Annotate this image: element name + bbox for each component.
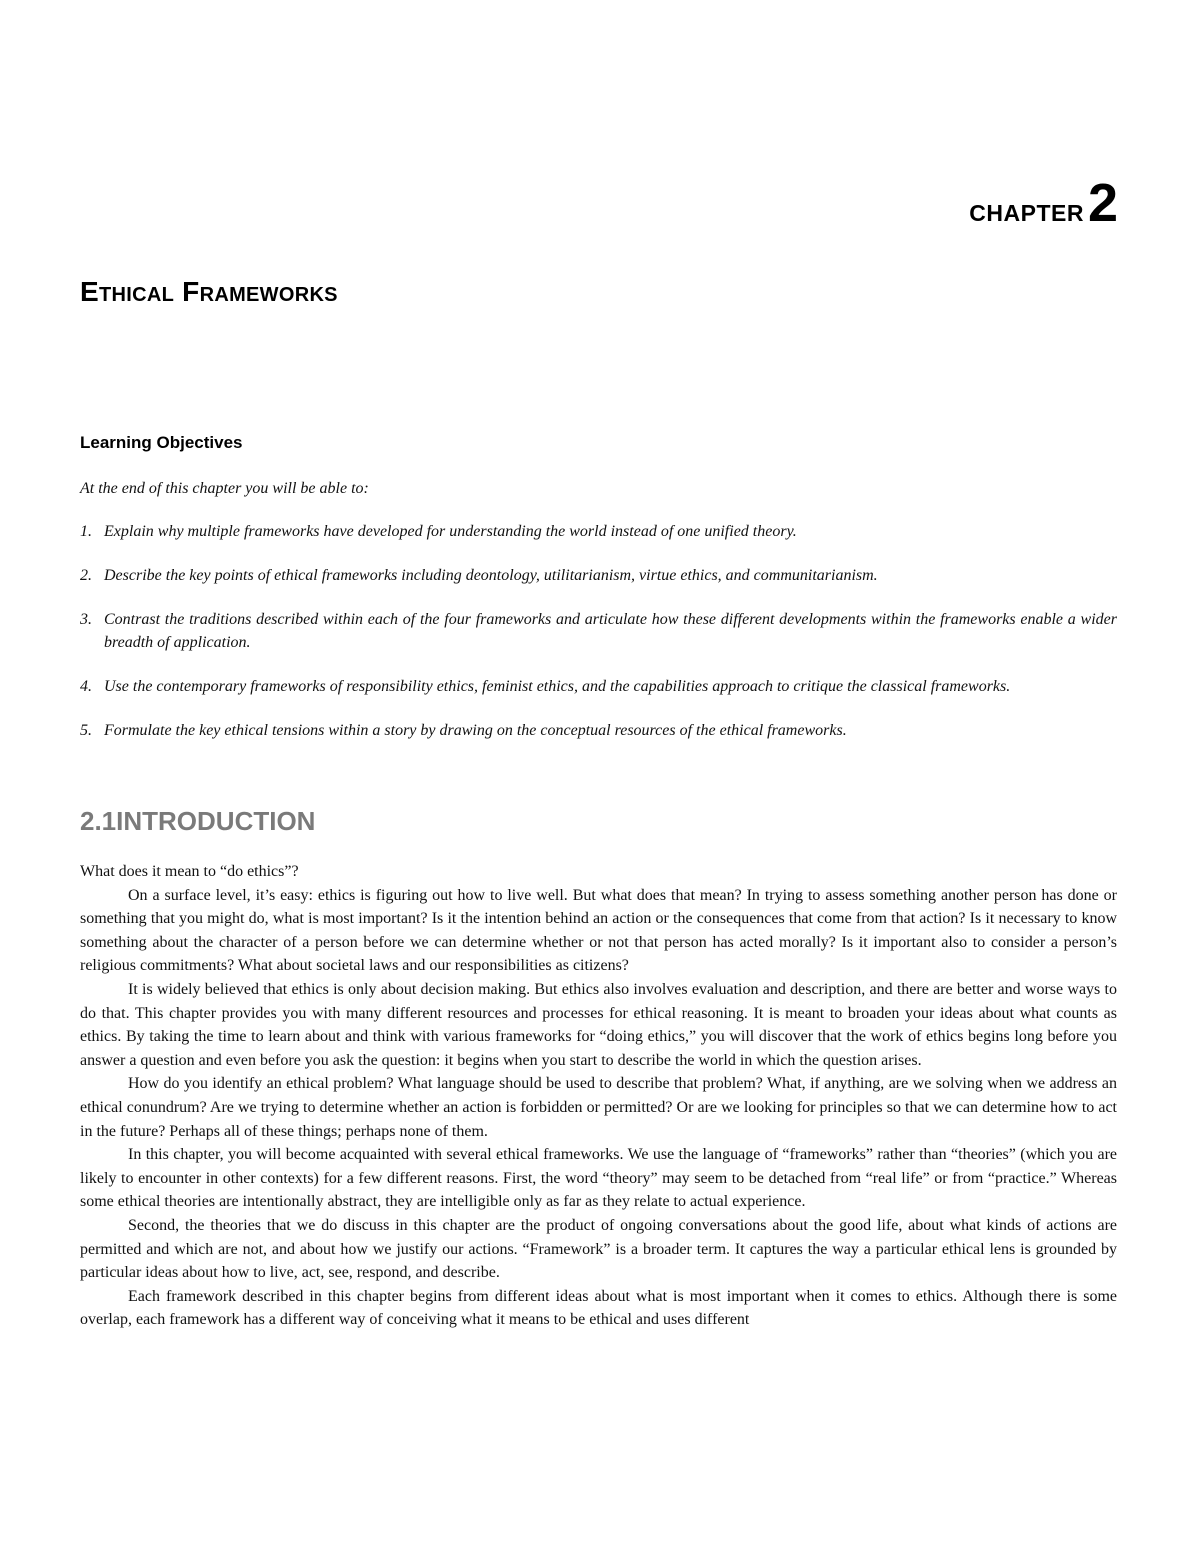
- body-paragraph: Second, the theories that we do discuss in this chapter are the product of ongoing conversations about the good life, about what kinds of actions are permitted and which are not, and about how we justify our actions. “Framework” is a broader term. It captures the way a particular ethical lens is grounded by particular ideas about how to live, act, see, respond, and describe.: [80, 1216, 1117, 1282]
- objective-number: 3.: [80, 611, 92, 628]
- objective-item: [80, 520, 1117, 543]
- chapter-label: [969, 173, 1118, 233]
- body-paragraph: It is widely believed that ethics is only about decision making. But ethics also involves evaluation and description, and there are better and worse ways to do that. This chapter provides you with many different resources and processes for ethical reasoning. It is meant to broaden your ideas about what counts as ethics. By taking the time to learn about and think with various frameworks for “doing ethics,” you will discover that the work of ethics begins long before you answer a question and even before you ask the question: it begins when you start to describe the world in which the question arises.: [80, 980, 1117, 1069]
- body-paragraph: On a surface level, it’s easy: ethics is figuring out how to live well. But what does that mean? In trying to assess something another person has done or something that you might do, what is most important? Is it the intention behind an action or the consequences that come from that action? Is it necessary to know something about the character of a person before we can determine whether or not that person has acted morally? Is it important also to consider a person’s religious commitments? What about societal laws and our responsibilities as citizens?: [80, 886, 1117, 975]
- objective-number: 1.: [80, 523, 92, 540]
- objective-item: [80, 608, 1117, 654]
- learning-objectives-intro: At the end of this chapter you will be able to:: [80, 480, 369, 497]
- objective-number: 4.: [80, 678, 92, 695]
- chapter-word: CHAPTER: [969, 200, 1084, 226]
- learning-objectives-heading: Learning Objectives: [80, 433, 243, 452]
- objective-text: Describe the key points of ethical frameworks including deontology, utilitarianism, virtue ethics, and communitarianism.: [104, 567, 878, 584]
- body-paragraph: What does it mean to “do ethics”?: [80, 863, 299, 880]
- learning-objectives-list: [80, 520, 1117, 763]
- objective-item: [80, 564, 1117, 587]
- objective-number: 2.: [80, 567, 92, 584]
- section-heading: 2.1INTRODUCTION: [80, 806, 316, 836]
- body-paragraph: How do you identify an ethical problem? What language should be used to describe that problem? What, if anything, are we solving when we address an ethical conundrum? Are we trying to determine whether an action is forbidden or permitted? Or are we looking for principles so that we can determine how to act in the future? Perhaps all of these things; perhaps none of them.: [80, 1075, 1117, 1140]
- chapter-title: Ethical Frameworks: [80, 276, 338, 307]
- objective-text: Use the contemporary frameworks of responsibility ethics, feminist ethics, and the capabilities approach to critique the classical frameworks.: [104, 678, 1011, 695]
- objective-item: [80, 675, 1117, 698]
- objective-text: Contrast the traditions described within each of the four frameworks and articulate how these different developments within the frameworks enable a wider breadth of application.: [104, 611, 1117, 651]
- body-paragraph: In this chapter, you will become acquainted with several ethical frameworks. We use the language of “frameworks” rather than “theories” (which you are likely to encounter in other contexts) for a few different reasons. First, the word “theory” may seem to be detached from “real life” or from “practice.” Whereas some ethical theories are intentionally abstract, they are intelligible only as far as they relate to actual experience.: [80, 1146, 1117, 1211]
- section-body: [80, 860, 1117, 1332]
- objective-item: [80, 719, 1117, 742]
- objective-number: 5.: [80, 722, 92, 739]
- body-paragraph: Each framework described in this chapter begins from different ideas about what is most important when it comes to ethics. Although there is some overlap, each framework has a different way of conceiving what it means to be ethical and uses different: [80, 1287, 1117, 1329]
- objective-text: Formulate the key ethical tensions within a story by drawing on the conceptual resources of the ethical frameworks.: [104, 722, 847, 739]
- objective-text: Explain why multiple frameworks have developed for understanding the world instead of one unified theory.: [104, 523, 797, 540]
- chapter-number: 2: [1087, 173, 1118, 233]
